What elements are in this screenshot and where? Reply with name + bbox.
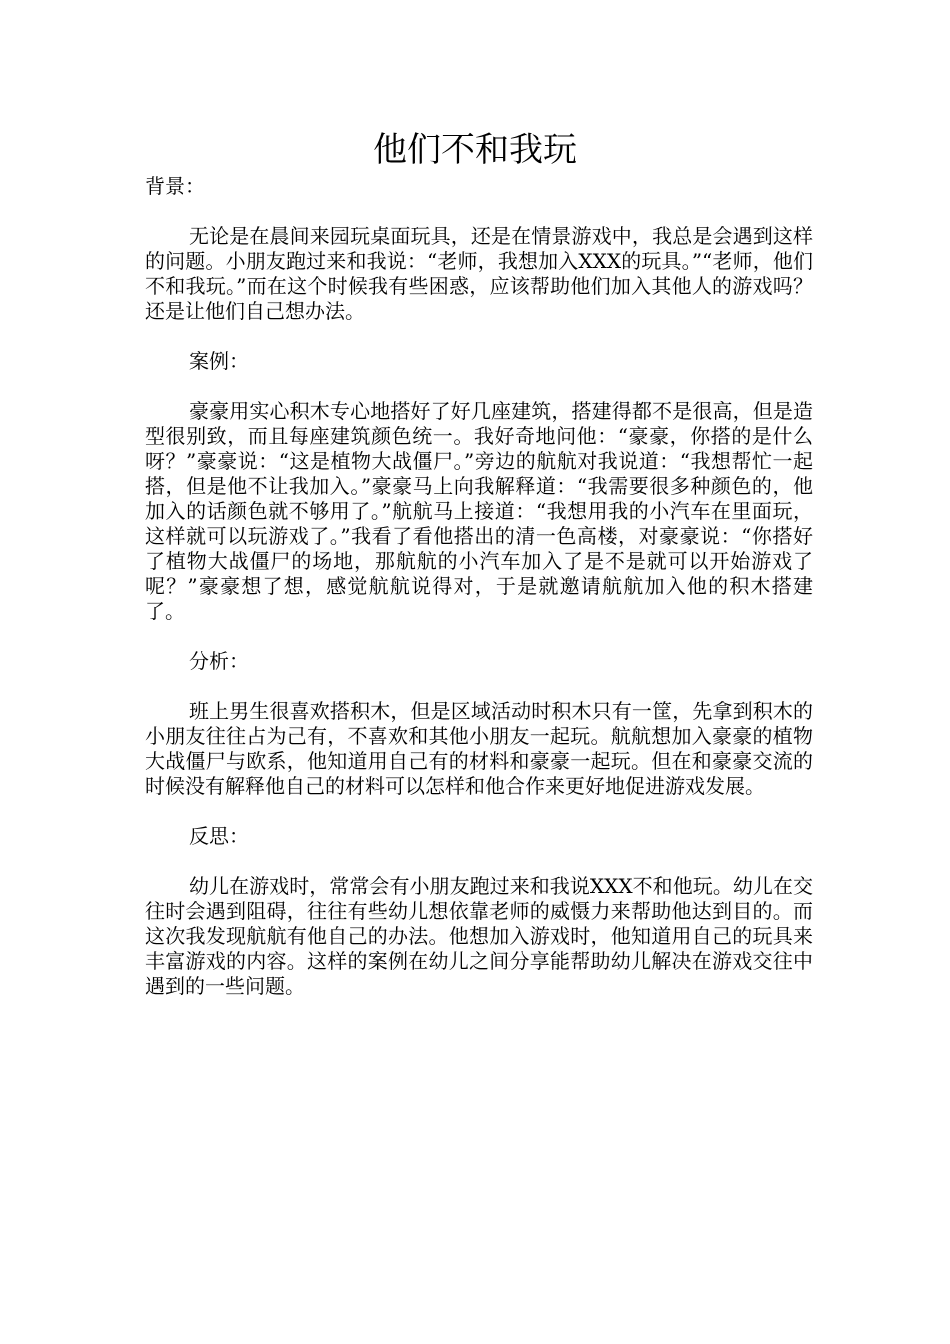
document-body xyxy=(145,174,813,999)
document-title: 他们不和我玩 xyxy=(373,130,577,170)
section-label-reflection: 反思： xyxy=(189,824,249,848)
section-paragraph-analysis: 班上男生很喜欢搭积木，但是区域活动时积木只有一筐，先拿到积木的小朋友往往占为己有，不喜欢和其他小朋友一起玩。航航想加入豪豪的植物大战僵尸与欧系，他知道用自己有的材料和豪豪一起玩。但在和豪豪交流的时候没有解释他自己的材料可以怎样和他合作来更好地促进游戏发展。 xyxy=(145,699,813,798)
section-paragraph-background: 无论是在晨间来园玩桌面玩具，还是在情景游戏中，我总是会遇到这样的问题。小朋友跑过来和我说：“老师，我想加入XXX的玩具。”“老师，他们不和我玩。”而在这个时候我有些困惑，应该帮助他们加入其他人的游戏吗？还是让他们自己想办法。 xyxy=(145,224,813,323)
spacer xyxy=(145,799,813,824)
section-label-background: 背景： xyxy=(145,174,205,198)
spacer xyxy=(145,324,813,349)
spacer xyxy=(145,199,813,224)
spacer xyxy=(145,624,813,649)
section-paragraph-case: 豪豪用实心积木专心地搭好了好几座建筑，搭建得都不是很高，但是造型很别致，而且每座建筑颜色统一。我好奇地问他：“豪豪，你搭的是什么呀？”豪豪说：“这是植物大战僵尸。”旁边的航航对我说道：“我想帮忙一起搭，但是他不让我加入。”豪豪马上向我解释道：“我需要很多种颜色的，他加入的话颜色就不够用了。”航航马上接道：“我想用我的小汽车在里面玩，这样就可以玩游戏了。”我看了看他搭出的清一色高楼，对豪豪说：“你搭好了植物大战僵尸的场地，那航航的小汽车加入了是不是就可以开始游戏了呢？”豪豪想了想，感觉航航说得对，于是就邀请航航加入他的积木搭建了。 xyxy=(145,399,813,623)
section-label-analysis: 分析： xyxy=(189,649,249,673)
section-label-case: 案例： xyxy=(189,349,249,373)
spacer xyxy=(145,849,813,874)
spacer xyxy=(145,374,813,399)
section-paragraph-reflection: 幼儿在游戏时，常常会有小朋友跑过来和我说XXX不和他玩。幼儿在交往时会遇到阻碍，往往有些幼儿想依靠老师的威慑力来帮助他达到目的。而这次我发现航航有他自己的办法。他想加入游戏时，他知道用自己的玩具来丰富游戏的内容。这样的案例在幼儿之间分享能帮助幼儿解决在游戏交往中遇到的一些问题。 xyxy=(145,874,813,998)
spacer xyxy=(145,674,813,699)
